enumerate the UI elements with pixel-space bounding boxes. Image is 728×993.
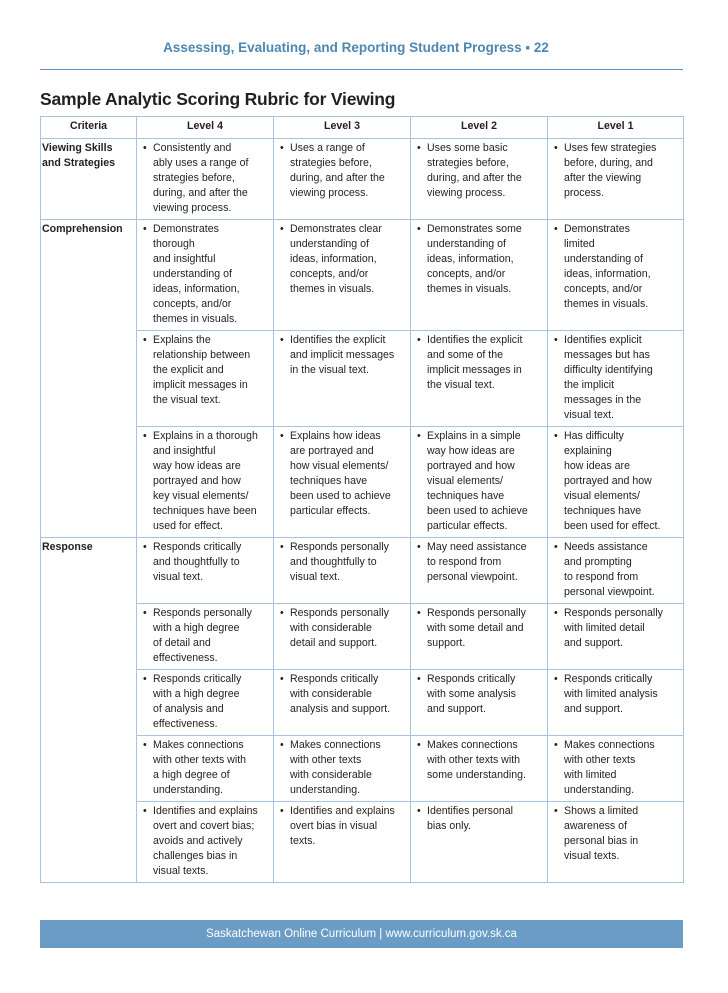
rubric-descriptor: Demonstrates thorough and insightful understanding of ideas, information, concepts, and/or themes in visuals.: [153, 223, 240, 325]
rubric-descriptor: Explains the relationship between the explicit and implicit messages in the visual text.: [153, 334, 251, 406]
column-header-level-3: Level 3: [274, 117, 411, 139]
rubric-descriptor: Needs assistance and prompting to respond from personal viewpoint.: [564, 541, 655, 598]
rubric-cell-level-4: [137, 139, 274, 220]
criteria-label: Viewing Skills and Strategies: [42, 142, 116, 169]
table-header-row: [41, 117, 684, 139]
rubric-descriptor: Makes connections with other texts with some understanding.: [427, 739, 526, 781]
criteria-label: Response: [42, 541, 93, 553]
bullet-icon: •: [280, 673, 284, 685]
bullet-icon: •: [417, 739, 421, 751]
bullet-icon: •: [143, 541, 147, 553]
bullet-icon: •: [143, 430, 147, 442]
bullet-icon: •: [554, 223, 558, 235]
rubric-cell-level-3: [274, 220, 411, 331]
rubric-cell-level-2: [411, 538, 548, 604]
rubric-descriptor: Responds critically with limited analysis and support.: [564, 673, 658, 715]
bullet-icon: •: [143, 142, 147, 154]
table-row: [41, 736, 684, 802]
bullet-icon: •: [554, 142, 558, 154]
rubric-descriptor: Identifies the explicit and implicit messages in the visual text.: [290, 334, 395, 376]
rubric-descriptor: Explains in a simple way how ideas are portrayed and how visual elements/ techniques have been used to achieve particular effects.: [427, 430, 528, 532]
rubric-cell-level-4: [137, 538, 274, 604]
bullet-icon: •: [554, 430, 558, 442]
bullet-icon: •: [280, 223, 284, 235]
rubric-descriptor: Demonstrates clear understanding of ideas, information, concepts, and/or themes in visuals.: [290, 223, 382, 295]
rubric-descriptor: Responds personally with considerable detail and support.: [290, 607, 389, 649]
rubric-cell-level-1: [548, 802, 684, 883]
table-row: [41, 670, 684, 736]
rubric-descriptor: Identifies personal bias only.: [427, 805, 513, 832]
bullet-icon: •: [143, 607, 147, 619]
table-row: [41, 331, 684, 427]
footer-text: Saskatchewan Online Curriculum | www.curriculum.gov.sk.ca: [206, 928, 517, 940]
rubric-cell-level-3: [274, 802, 411, 883]
rubric-cell-level-4: [137, 331, 274, 427]
rubric-cell-level-2: [411, 139, 548, 220]
rubric-cell-level-4: [137, 670, 274, 736]
rubric-descriptor: Demonstrates some understanding of ideas, information, concepts, and/or themes in visuals.: [427, 223, 522, 295]
bullet-icon: •: [417, 430, 421, 442]
rubric-cell-level-3: [274, 736, 411, 802]
rubric-cell-level-1: [548, 670, 684, 736]
rubric-cell-level-2: [411, 604, 548, 670]
rubric-descriptor: Uses few strategies before, during, and after the viewing process.: [564, 142, 657, 199]
rubric-cell-level-3: [274, 427, 411, 538]
bullet-icon: •: [554, 607, 558, 619]
bullet-icon: •: [417, 223, 421, 235]
rubric-cell-level-3: [274, 331, 411, 427]
bullet-icon: •: [280, 739, 284, 751]
rubric-cell-level-1: [548, 220, 684, 331]
rubric-cell-level-3: [274, 139, 411, 220]
rubric-cell-level-2: [411, 670, 548, 736]
bullet-icon: •: [280, 805, 284, 817]
rubric-cell-level-1: [548, 736, 684, 802]
column-header-level-4: Level 4: [137, 117, 274, 139]
bullet-icon: •: [554, 673, 558, 685]
rubric-descriptor: Responds personally with a high degree of detail and effectiveness.: [153, 607, 252, 664]
rubric-table: [40, 116, 684, 883]
rubric-cell-level-4: [137, 802, 274, 883]
criteria-cell: [41, 220, 137, 538]
bullet-icon: •: [554, 805, 558, 817]
bullet-icon: •: [280, 142, 284, 154]
rubric-descriptor: Uses a range of strategies before, during, and after the viewing process.: [290, 142, 385, 199]
rubric-descriptor: Identifies explicit messages but has difficulty identifying the implicit messages in the visual text.: [564, 334, 653, 421]
bullet-icon: •: [417, 541, 421, 553]
bullet-icon: •: [143, 739, 147, 751]
rubric-cell-level-2: [411, 427, 548, 538]
table-row: [41, 802, 684, 883]
table-row: [41, 604, 684, 670]
bullet-icon: •: [417, 805, 421, 817]
rubric-descriptor: Responds critically and thoughtfully to visual text.: [153, 541, 242, 583]
rubric-cell-level-2: [411, 331, 548, 427]
rubric-cell-level-1: [548, 139, 684, 220]
rubric-descriptor: Responds personally with limited detail and support.: [564, 607, 663, 649]
bullet-icon: •: [554, 739, 558, 751]
table-row: [41, 220, 684, 331]
column-header-level-1: Level 1: [548, 117, 684, 139]
rubric-descriptor: Responds personally with some detail and support.: [427, 607, 526, 649]
rubric-cell-level-4: [137, 427, 274, 538]
running-header: [0, 40, 728, 55]
bullet-icon: •: [280, 430, 284, 442]
column-header-criteria: Criteria: [41, 117, 137, 139]
bullet-icon: •: [143, 805, 147, 817]
bullet-icon: •: [280, 541, 284, 553]
rubric-descriptor: Consistently and ably uses a range of strategies before, during, and after the viewing process.: [153, 142, 249, 214]
rubric-descriptor: Has difficulty explaining how ideas are portrayed and how visual elements/ techniques have been used for effect.: [564, 430, 661, 532]
rubric-descriptor: Identifies and explains overt bias in visual texts.: [290, 805, 395, 847]
bullet-icon: •: [143, 673, 147, 685]
rubric-cell-level-1: [548, 604, 684, 670]
rubric-descriptor: Explains how ideas are portrayed and how visual elements/ techniques have been used to achieve particular effects.: [290, 430, 391, 517]
rubric-cell-level-4: [137, 604, 274, 670]
rubric-cell-level-2: [411, 220, 548, 331]
rubric-descriptor: Uses some basic strategies before, during, and after the viewing process.: [427, 142, 522, 199]
rubric-cell-level-2: [411, 736, 548, 802]
rubric-cell-level-3: [274, 670, 411, 736]
rubric-descriptor: Demonstrates limited understanding of ideas, information, concepts, and/or themes in visuals.: [564, 223, 651, 310]
table-row: [41, 538, 684, 604]
criteria-cell: [41, 538, 137, 883]
rubric-descriptor: Makes connections with other texts with considerable understanding.: [290, 739, 381, 796]
table-row: [41, 139, 684, 220]
criteria-cell: [41, 139, 137, 220]
footer-bar: [40, 920, 683, 948]
running-header-text: Assessing, Evaluating, and Reporting Student Progress ▪ 22: [163, 40, 549, 55]
rubric-cell-level-1: [548, 427, 684, 538]
rubric-descriptor: Responds personally and thoughtfully to visual text.: [290, 541, 389, 583]
rubric-descriptor: Identifies the explicit and some of the implicit messages in the visual text.: [427, 334, 523, 391]
rubric-cell-level-4: [137, 220, 274, 331]
rubric-descriptor: Shows a limited awareness of personal bias in visual texts.: [564, 805, 639, 862]
rubric-descriptor: Responds critically with considerable analysis and support.: [290, 673, 391, 715]
table-row: [41, 427, 684, 538]
rubric-descriptor: Explains in a thorough and insightful way how ideas are portrayed and how key visual elements/ techniques have been used for effect.: [153, 430, 258, 532]
rubric-cell-level-2: [411, 802, 548, 883]
bullet-icon: •: [554, 541, 558, 553]
bullet-icon: •: [554, 334, 558, 346]
page-title: Sample Analytic Scoring Rubric for Viewing: [40, 89, 396, 109]
rubric-descriptor: Makes connections with other texts with limited understanding.: [564, 739, 655, 796]
rubric-cell-level-3: [274, 538, 411, 604]
bullet-icon: •: [143, 223, 147, 235]
rubric-cell-level-3: [274, 604, 411, 670]
rubric-body: [41, 139, 684, 883]
rubric-cell-level-1: [548, 538, 684, 604]
bullet-icon: •: [143, 334, 147, 346]
rubric-cell-level-4: [137, 736, 274, 802]
rubric-cell-level-1: [548, 331, 684, 427]
column-header-level-2: Level 2: [411, 117, 548, 139]
bullet-icon: •: [417, 607, 421, 619]
rubric-descriptor: Makes connections with other texts with a high degree of understanding.: [153, 739, 247, 796]
criteria-label: Comprehension: [42, 223, 123, 235]
bullet-icon: •: [280, 607, 284, 619]
header-rule: [40, 69, 683, 70]
bullet-icon: •: [417, 673, 421, 685]
rubric-descriptor: Responds critically with a high degree of analysis and effectiveness.: [153, 673, 242, 730]
bullet-icon: •: [417, 334, 421, 346]
rubric-descriptor: May need assistance to respond from personal viewpoint.: [427, 541, 527, 583]
rubric-descriptor: Identifies and explains overt and covert bias; avoids and actively challenges bias in visual texts.: [153, 805, 258, 877]
rubric-descriptor: Responds critically with some analysis and support.: [427, 673, 516, 715]
bullet-icon: •: [417, 142, 421, 154]
bullet-icon: •: [280, 334, 284, 346]
